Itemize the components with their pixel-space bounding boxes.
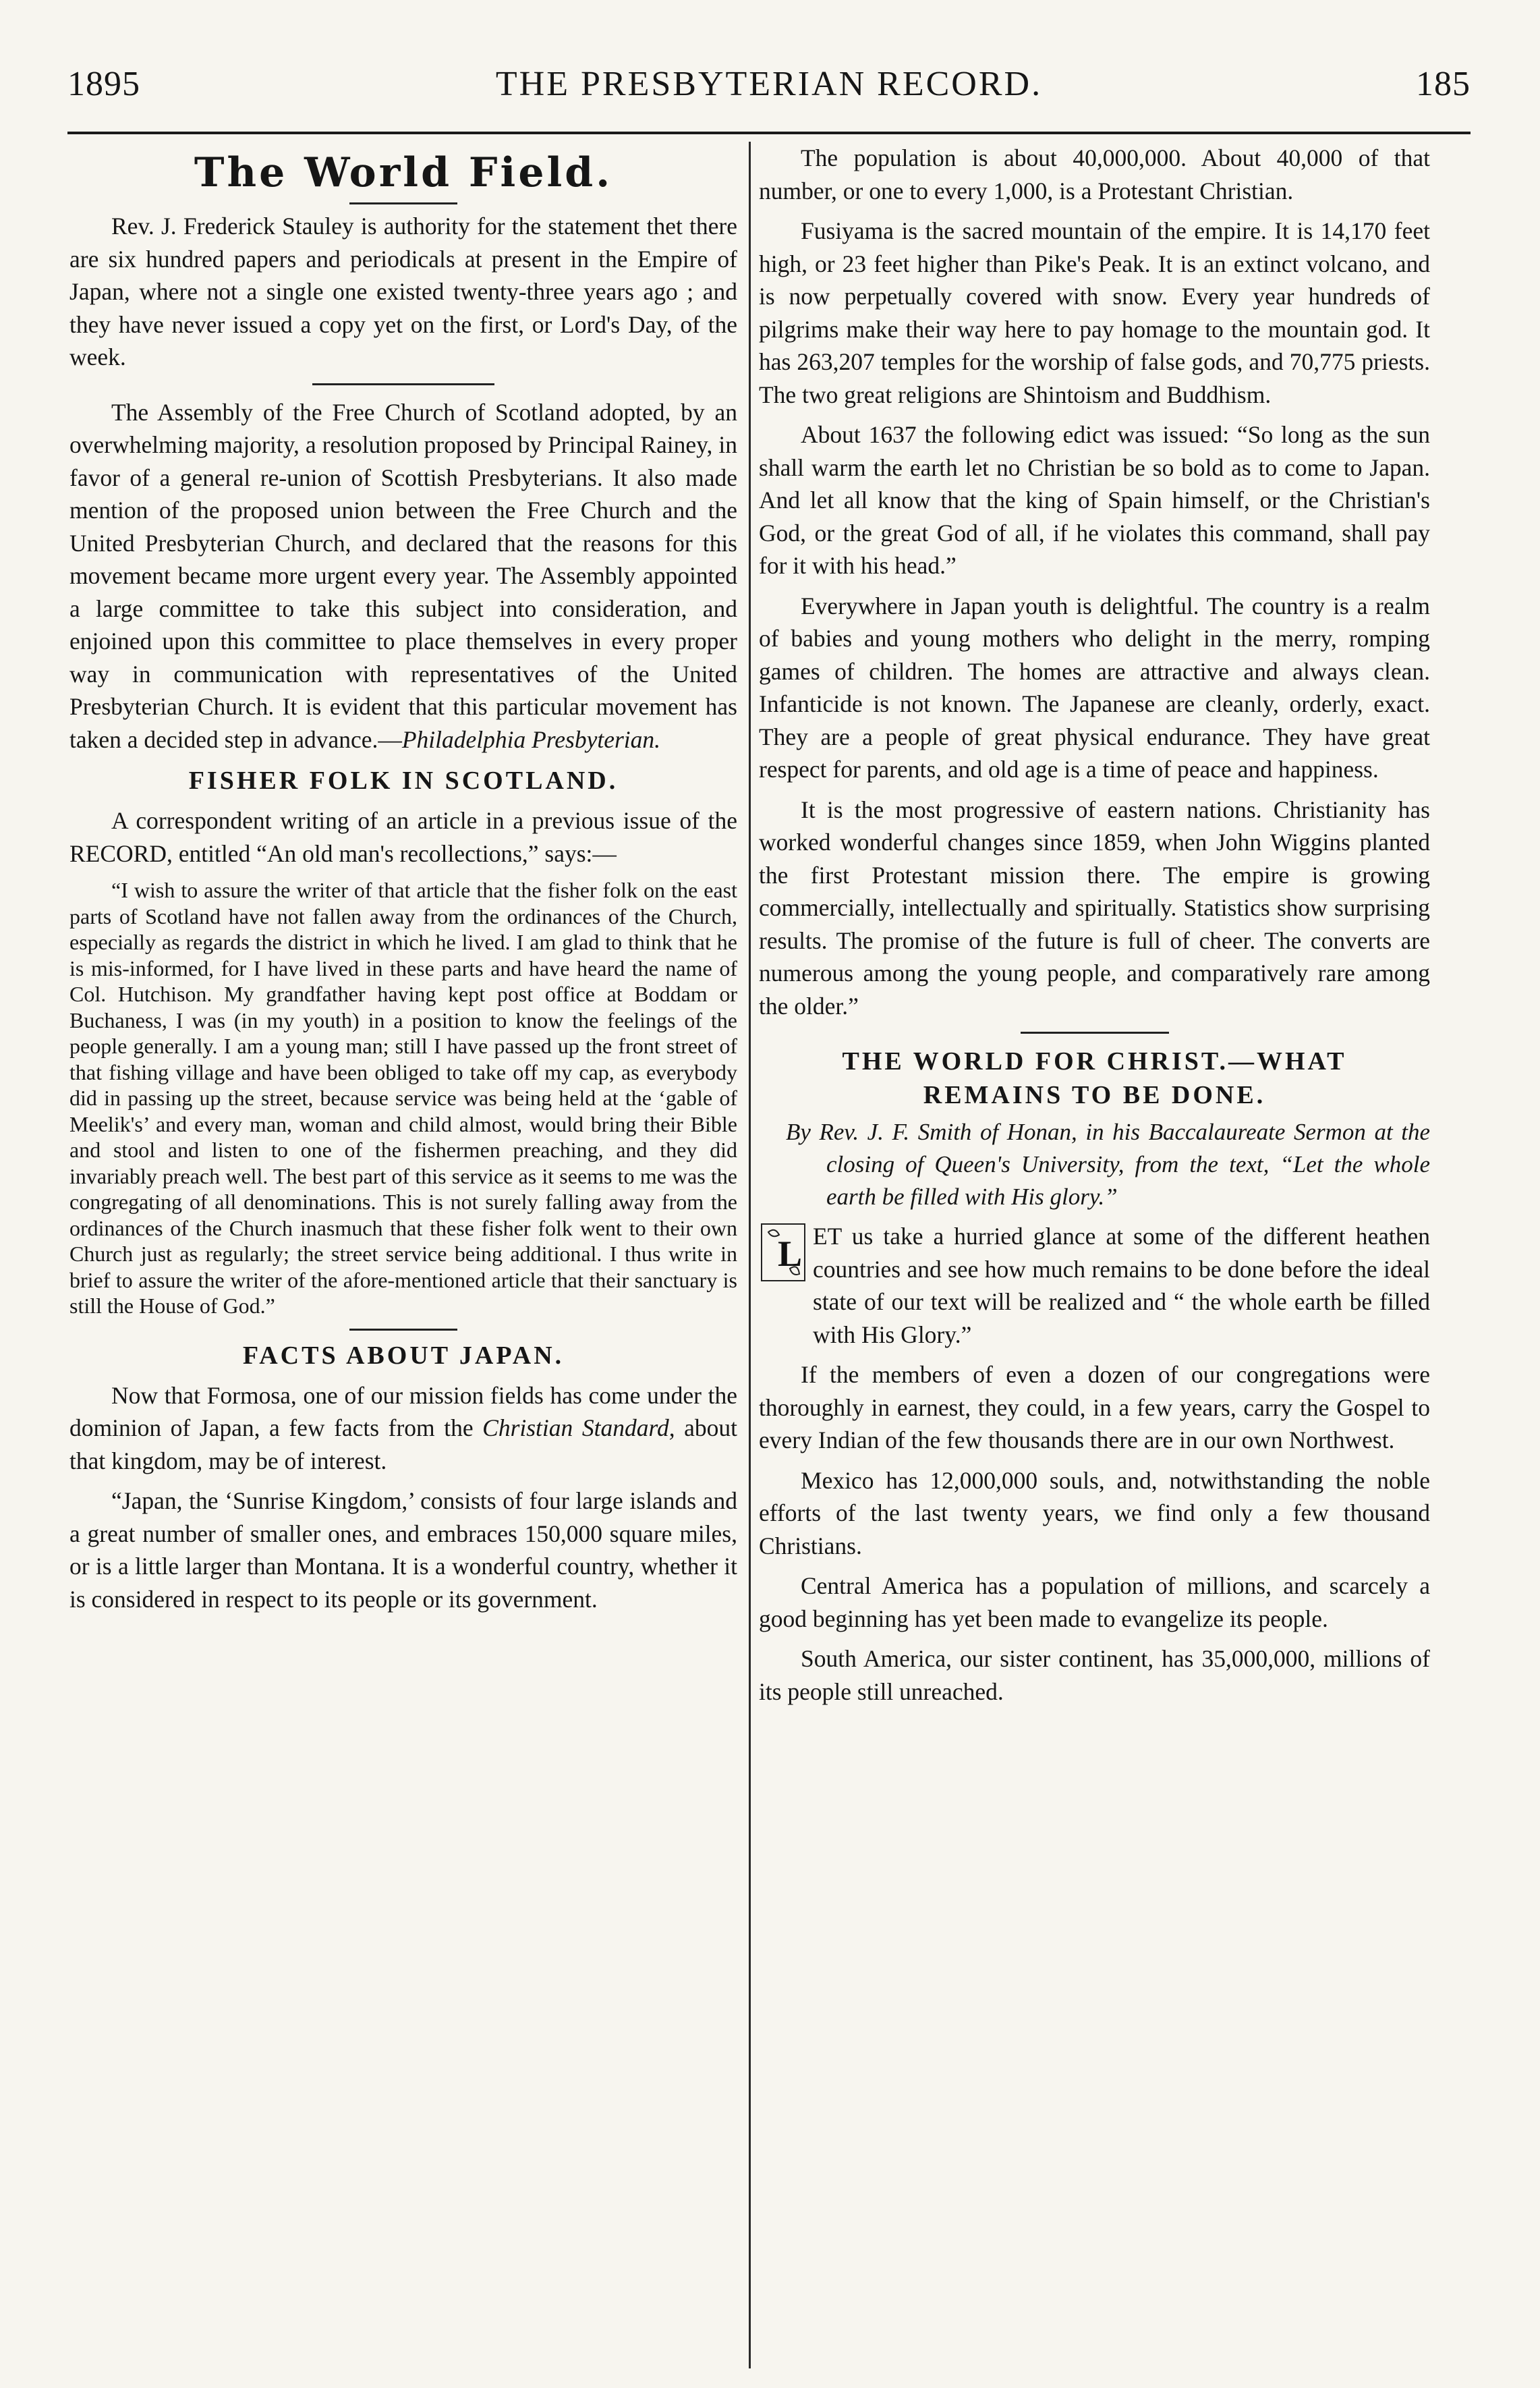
hurried-glance-text: ET us take a hurried glance at some of the different heathen countries and see how much remains to be done before the ideal state of our text will be realized and “ the whole earth be filled with His Glory.” (813, 1223, 1430, 1348)
divider-rule (312, 383, 494, 385)
section-title: The World Field. (194, 149, 613, 196)
column-divider (749, 142, 751, 2368)
paragraph-congregations: If the members of even a dozen of our congregations were thoroughly in earnest, they could, in a few years, carry the Gospel to every Indian of the few thousands there are in our own Northwest. (759, 1361, 1430, 1453)
heading-fisher-folk: FISHER FOLK IN SCOTLAND. (188, 767, 619, 795)
heading-world-line-1: THE WORLD FOR CHRIST.—WHAT (842, 1047, 1347, 1076)
heading-facts-japan: FACTS ABOUT JAPAN. (242, 1341, 565, 1370)
free-church-source: Philadelphia Presbyterian. (401, 725, 661, 753)
paragraph-fusiyama: Fusiyama is the sacred mountain of the empire. It is 14,170 feet high, or 23 feet higher than Pike's Peak. It is an extinct volcano, and is now perpetually covered with snow. Every year hundreds of pilgrims make their way here to pay homage to the mountain god. It has 263,207 temples for the worship of false gods, and 70,775 priests. The two great religions are Shintoism and Buddhism. (759, 217, 1430, 408)
formosa-source: Christian Standard, (482, 1414, 675, 1441)
header-year: 1895 (67, 65, 140, 103)
heading-world-for-christ (759, 1045, 1430, 1112)
free-church-text: The Assembly of the Free Church of Scotland adopted, by an overwhelming majority, a resolution proposed by Principal Rainey, in favor of a general re-union of Scottish Presbyterians. It also made mention of the proposed union between the Free Church and the United Presbyterian Church, and declared that the reasons for this movement became more urgent every year. The Assembly appointed a large committee to take this subject into consideration, and enjoined upon this committee to place themselves in every proper way in communication with representatives of the United Presbyterian Church. It is evident that this particular movement has taken a decided step in advance.— (69, 398, 737, 753)
paragraph-free-church (69, 396, 737, 756)
ornamental-dropcap-icon (759, 1221, 807, 1283)
header-page-number: 185 (1416, 65, 1471, 103)
formosa-text-b: about that kingdom, may be of interest. (69, 1414, 737, 1474)
paragraph-population: The population is about 40,000,000. About 40,000 of that number, or one to every 1,000, is a Protestant Christian. (759, 144, 1430, 204)
paragraph-central-america: Central America has a population of millions, and scarcely a good beginning has yet been made to evangelize its people. (759, 1572, 1430, 1632)
heading-world-line-2: REMAINS TO BE DONE. (923, 1081, 1266, 1109)
dropcap-letter: L (778, 1233, 803, 1274)
paragraph-sunrise-kingdom: “Japan, the ‘Sunrise Kingdom,’ consists of four large islands and a great number of smaller ones, and embraces 150,000 square miles, or is a little larger than Montana. It is a wonderful country, whether it is considered in respect to its people or its government. (69, 1487, 737, 1613)
paragraph-progressive: It is the most progressive of eastern nations. Christianity has worked wonderful changes since 1859, when John Wiggins planted the first Protestant mission there. The empire is growing commercially, intellectually and spiritually. Statistics show surprising results. The promise of the future is full of cheer. The converts are numerous among the young people, and comparatively rare among the older.” (759, 796, 1430, 1020)
sermon-byline: By Rev. J. F. Smith of Honan, in his Baccalaureate Sermon at the closing of Queen's University, from the text, “Let the whole earth be filled with His glory.” (786, 1119, 1430, 1210)
quote-fisher-folk: “I wish to assure the writer of that article that the fisher folk on the east parts of Scotland have not fallen away from the ordinances of the Church, especially as regards the district in which he lived. I am glad to think that he is mis-informed, for I have lived in these parts and have heard the name of Col. Hutchison. My grandfather having kept post office at Boddam or Buchaness, I was (in my youth) in a position to know the feelings of the people generally. I am a young man; still I have passed up the front street of that fishing village and have been obliged to take off my cap, as everybody did in passing up the street, because service was being held at the ‘gable of Meelik's’ and every man, woman and child almost, would bring their Bible and stool and listen to one of the fishermen preaching, and they did invariably preach well. The best part of this service as it seems to me was the congregating of all denominations. This is not surely falling away from the ordinances of the Church inasmuch that these fisher folk went to their own Church just as regularly; the street service being additional. I thus write in brief to assure the writer of the afore-mentioned article that their sanctuary is still the House of God.” (69, 878, 737, 1318)
paragraph-formosa (69, 1379, 737, 1478)
title-rule (349, 202, 457, 204)
header-rule (67, 132, 1471, 134)
paragraph-correspondent: A correspondent writing of an article in a previous issue of the RECORD, entitled “An old man's recollections,” says:— (69, 807, 737, 867)
paragraph-hurried-glance (759, 1220, 1430, 1351)
paragraph-papers-japan: Rev. J. Frederick Stauley is authority for the statement thet there are six hundred papers and periodicals at present in the Empire of Japan, where not a single one existed twenty-three years ago ; and they have never issued a copy yet on the first, or Lord's Day, of the week. (69, 213, 737, 370)
formosa-text-a: Now that Formosa, one of our mission fields has come under the dominion of Japan, a few facts from the (69, 1381, 737, 1441)
page-header (67, 64, 1471, 118)
paragraph-mexico: Mexico has 12,000,000 souls, and, notwithstanding the noble efforts of the last twenty years, we find only a few thousand Christians. (759, 1466, 1430, 1559)
divider-rule (349, 1329, 457, 1331)
header-title: THE PRESBYTERIAN RECORD. (495, 65, 1043, 103)
paragraph-edict: About 1637 the following edict was issued: “So long as the sun shall warm the earth let no Christian be so bold as to come to Japan. And let all know that the king of Spain himself, or the Christian's God, or the great God of all, if he violates this command, shall pay for it with his head.” (759, 421, 1430, 579)
left-column (69, 142, 737, 2368)
paragraph-south-america: South America, our sister continent, has 35,000,000, millions of its people still unreached. (759, 1645, 1430, 1705)
paragraph-youth: Everywhere in Japan youth is delightful. The country is a realm of babies and young mothers who delight in the merry, romping games of children. The homes are attractive and always clean. Infanticide is not known. The Japanese are cleanly, orderly, exact. They are a people of great physical endurance. They have great respect for parents, and old age is a time of peace and happiness. (759, 592, 1430, 783)
right-column (759, 142, 1430, 2368)
divider-rule (1021, 1032, 1169, 1034)
